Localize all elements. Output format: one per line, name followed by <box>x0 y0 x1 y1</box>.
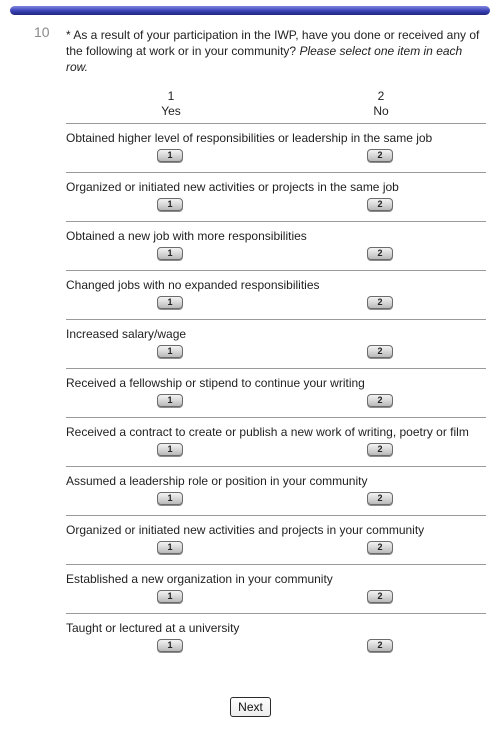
next-button[interactable]: Next <box>230 697 271 717</box>
row-options <box>66 244 486 270</box>
row-label: Obtained a new job with more responsibilities <box>66 229 307 243</box>
option-no-button[interactable]: 2 <box>367 443 393 456</box>
matrix-row <box>66 417 486 466</box>
row-label: Organized or initiated new activities or projects in the same job <box>66 180 399 194</box>
row-label: Obtained higher level of responsibilities or leadership in the same job <box>66 131 433 145</box>
row-label: Organized or initiated new activities and projects in your community <box>66 523 425 537</box>
option-yes-button[interactable]: 1 <box>157 443 183 456</box>
column-code-no: 2 <box>377 89 385 103</box>
option-yes-button[interactable]: 1 <box>157 149 183 162</box>
option-no-button[interactable]: 2 <box>367 296 393 309</box>
matrix-row <box>66 270 486 319</box>
matrix-row <box>66 613 486 662</box>
matrix-row <box>66 368 486 417</box>
option-no-button[interactable]: 2 <box>367 198 393 211</box>
matrix-row <box>66 466 486 515</box>
matrix-row <box>66 172 486 221</box>
matrix-row <box>66 123 486 172</box>
row-options <box>66 195 486 221</box>
option-no-button[interactable]: 2 <box>367 590 393 603</box>
row-options <box>66 489 486 515</box>
row-options <box>66 342 486 368</box>
row-options <box>66 146 486 172</box>
option-no-button[interactable]: 2 <box>367 149 393 162</box>
matrix-row <box>66 319 486 368</box>
column-code-yes: 1 <box>167 89 175 103</box>
question-instruction: Please select one item in each row. <box>66 44 463 74</box>
row-label: Assumed a leadership role or position in your community <box>66 474 368 488</box>
row-options <box>66 293 486 319</box>
option-yes-button[interactable]: 1 <box>157 639 183 652</box>
row-options <box>66 636 486 662</box>
option-yes-button[interactable]: 1 <box>157 198 183 211</box>
option-yes-button[interactable]: 1 <box>157 590 183 603</box>
column-header-no <box>351 89 411 119</box>
option-yes-button[interactable]: 1 <box>157 394 183 407</box>
option-yes-button[interactable]: 1 <box>157 296 183 309</box>
option-no-button[interactable]: 2 <box>367 492 393 505</box>
option-yes-button[interactable]: 1 <box>157 541 183 554</box>
row-label: Established a new organization in your community <box>66 572 333 586</box>
row-options <box>66 538 486 564</box>
option-yes-button[interactable]: 1 <box>157 345 183 358</box>
column-header-yes <box>141 89 201 119</box>
header-bar <box>10 6 490 15</box>
matrix-row <box>66 221 486 270</box>
option-yes-button[interactable]: 1 <box>157 247 183 260</box>
option-no-button[interactable]: 2 <box>367 541 393 554</box>
option-no-button[interactable]: 2 <box>367 345 393 358</box>
question-number: 10 <box>34 24 50 40</box>
column-label-no: No <box>373 104 389 118</box>
question-text <box>66 27 484 75</box>
row-options <box>66 391 486 417</box>
option-no-button[interactable]: 2 <box>367 394 393 407</box>
option-no-button[interactable]: 2 <box>367 247 393 260</box>
column-label-yes: Yes <box>161 104 181 118</box>
row-label: Taught or lectured at a university <box>66 621 240 635</box>
row-options <box>66 440 486 466</box>
row-label: Received a fellowship or stipend to continue your writing <box>66 376 365 390</box>
row-label: Increased salary/wage <box>66 327 187 341</box>
row-label: Changed jobs with no expanded responsibilities <box>66 278 320 292</box>
matrix-row <box>66 564 486 613</box>
matrix-row <box>66 515 486 564</box>
option-yes-button[interactable]: 1 <box>157 492 183 505</box>
matrix-rows <box>66 123 486 662</box>
row-options <box>66 587 486 613</box>
row-label: Received a contract to create or publish a new work of writing, poetry or film <box>66 425 469 439</box>
question-prompt: * As a result of your participation in the IWP, have you done or received any of the following at work or in your community? <box>66 28 480 58</box>
option-no-button[interactable]: 2 <box>367 639 393 652</box>
